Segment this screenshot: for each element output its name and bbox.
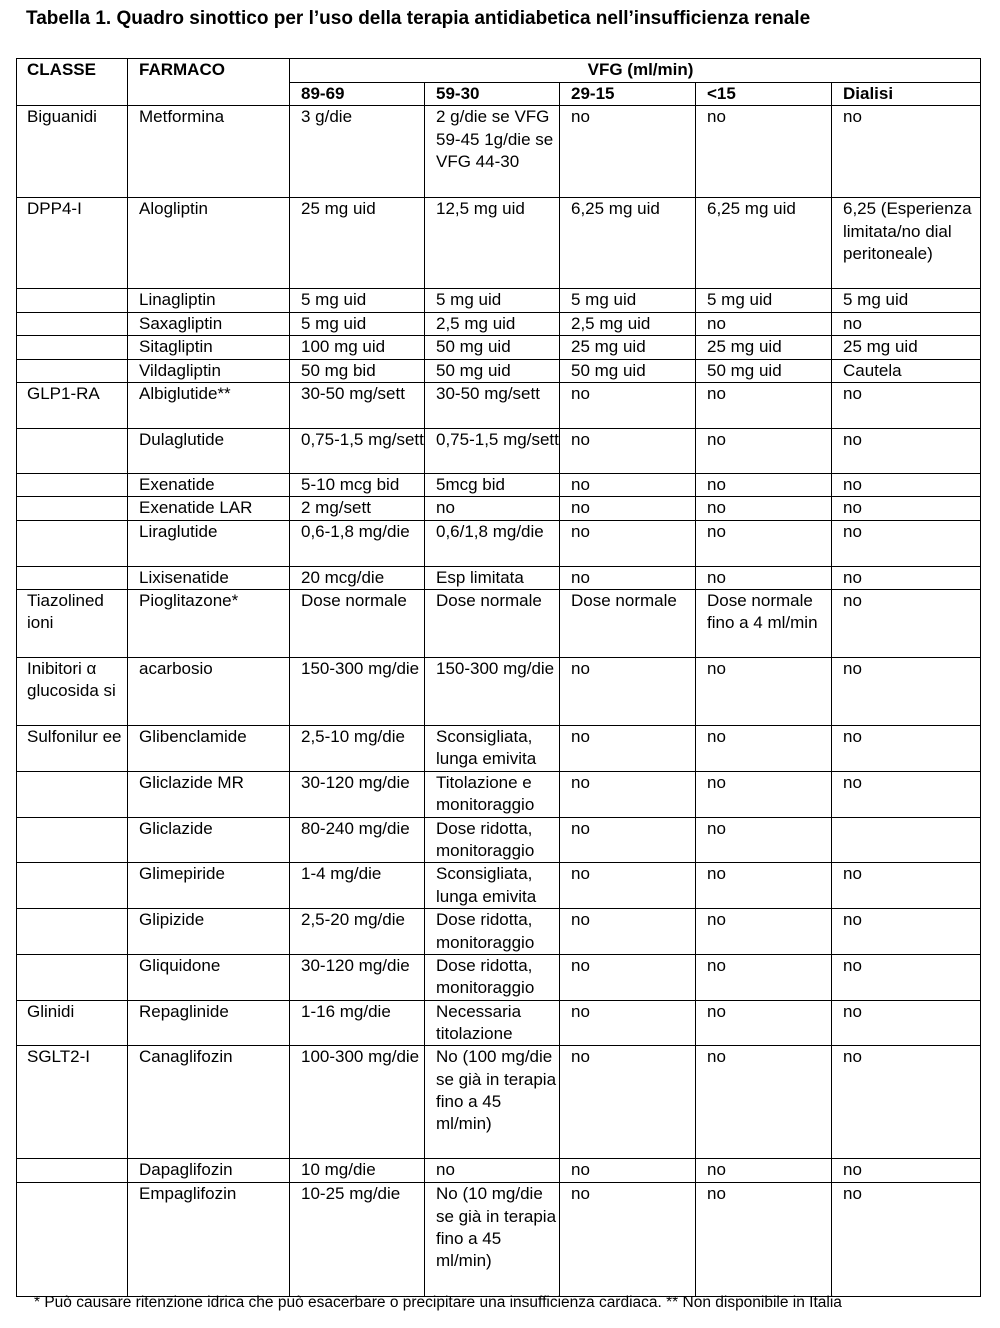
value-cell: no (832, 590, 981, 658)
classe-cell (17, 954, 128, 1000)
value-cell: 80-240 mg/die (290, 817, 425, 863)
value-cell: no (560, 1183, 696, 1297)
value-cell: no (696, 771, 832, 817)
classe-cell (17, 359, 128, 382)
value-cell: No (10 mg/die se già in terapia fino a 45 ml/min) (425, 1183, 560, 1297)
classe-cell (17, 909, 128, 955)
value-cell: no (560, 520, 696, 566)
value-cell: no (425, 497, 560, 520)
value-cell: Dose normale fino a 4 ml/min (696, 590, 832, 658)
farmaco-cell: Exenatide (128, 474, 290, 497)
value-cell: 20 mcg/die (290, 566, 425, 589)
farmaco-cell: Lixisenatide (128, 566, 290, 589)
table-row (17, 590, 981, 658)
farmaco-cell: Vildagliptin (128, 359, 290, 382)
value-cell: 5-10 mcg bid (290, 474, 425, 497)
value-cell: Sconsigliata, lunga emivita (425, 863, 560, 909)
value-cell: Dose normale (560, 590, 696, 658)
value-cell: 2,5-10 mg/die (290, 726, 425, 772)
value-cell: no (560, 817, 696, 863)
table-row (17, 863, 981, 909)
classe-cell (17, 312, 128, 335)
value-cell: 30-120 mg/die (290, 771, 425, 817)
classe-cell: Biguanidi (17, 106, 128, 198)
value-cell: no (560, 566, 696, 589)
farmaco-cell: Canaglifozin (128, 1046, 290, 1159)
value-cell: Dose ridotta, monitoraggio (425, 817, 560, 863)
classe-cell (17, 474, 128, 497)
value-cell: no (560, 863, 696, 909)
farmaco-cell: Glimepiride (128, 863, 290, 909)
classe-cell (17, 289, 128, 312)
value-cell: 10-25 mg/die (290, 1183, 425, 1297)
value-cell: no (560, 726, 696, 772)
table-row (17, 474, 981, 497)
farmaco-cell: Glipizide (128, 909, 290, 955)
value-cell: no (696, 1159, 832, 1183)
value-cell: no (832, 771, 981, 817)
classe-cell: Sulfonilur ee (17, 726, 128, 772)
value-cell: 5mcg bid (425, 474, 560, 497)
table-row (17, 429, 981, 474)
farmaco-cell: Gliclazide (128, 817, 290, 863)
value-cell: 50 mg bid (290, 359, 425, 382)
value-cell: 1-16 mg/die (290, 1000, 425, 1046)
farmaco-cell: Gliquidone (128, 954, 290, 1000)
classe-cell (17, 863, 128, 909)
table-row (17, 106, 981, 198)
header-farmaco: FARMACO (128, 59, 290, 106)
value-cell: no (832, 1000, 981, 1046)
farmaco-cell: Linagliptin (128, 289, 290, 312)
value-cell: 30-50 mg/sett (425, 383, 560, 429)
value-cell: 0,6/1,8 mg/die (425, 520, 560, 566)
table-row (17, 954, 981, 1000)
classe-cell (17, 771, 128, 817)
table-row (17, 520, 981, 566)
table-row (17, 1159, 981, 1183)
value-cell: no (696, 817, 832, 863)
classe-cell (17, 1159, 128, 1183)
value-cell: 100-300 mg/die (290, 1046, 425, 1159)
value-cell: 30-50 mg/sett (290, 383, 425, 429)
classe-cell: DPP4-I (17, 198, 128, 289)
farmaco-cell: Metformina (128, 106, 290, 198)
classe-cell (17, 429, 128, 474)
value-cell: 5 mg uid (696, 289, 832, 312)
header-classe: CLASSE (17, 59, 128, 106)
classe-cell (17, 497, 128, 520)
value-cell: no (832, 106, 981, 198)
farmaco-cell: Repaglinide (128, 1000, 290, 1046)
value-cell: no (425, 1159, 560, 1183)
value-cell: 0,75-1,5 mg/sett (290, 429, 425, 474)
farmaco-cell: Dapaglifozin (128, 1159, 290, 1183)
header-range: <15 (696, 83, 832, 106)
classe-cell: Glinidi (17, 1000, 128, 1046)
value-cell: Dose ridotta, monitoraggio (425, 954, 560, 1000)
farmaco-cell: Albiglutide** (128, 383, 290, 429)
value-cell: 25 mg uid (290, 198, 425, 289)
value-cell: 6,25 mg uid (696, 198, 832, 289)
classe-cell (17, 520, 128, 566)
classe-cell (17, 817, 128, 863)
therapy-table (16, 58, 981, 1297)
farmaco-cell: Dulaglutide (128, 429, 290, 474)
value-cell: no (696, 497, 832, 520)
value-cell: 5 mg uid (290, 312, 425, 335)
value-cell: no (560, 909, 696, 955)
classe-cell: Tiazolined ioni (17, 590, 128, 658)
table-row (17, 383, 981, 429)
value-cell: no (696, 383, 832, 429)
value-cell: 25 mg uid (696, 335, 832, 359)
value-cell: 2 g/die se VFG 59-45 1g/die se VFG 44-30 (425, 106, 560, 198)
farmaco-cell: Liraglutide (128, 520, 290, 566)
header-row (17, 59, 981, 83)
table-title: Tabella 1. Quadro sinottico per l’uso della terapia antidiabetica nell’insufficienza renale (26, 8, 811, 29)
value-cell: Dose normale (290, 590, 425, 658)
value-cell: 10 mg/die (290, 1159, 425, 1183)
table-row (17, 1000, 981, 1046)
farmaco-cell: acarbosio (128, 658, 290, 726)
value-cell: 2,5 mg uid (560, 312, 696, 335)
value-cell: 5 mg uid (290, 289, 425, 312)
value-cell: no (696, 726, 832, 772)
table-row (17, 497, 981, 520)
value-cell: 50 mg uid (425, 359, 560, 382)
header-vfg: VFG (ml/min) (290, 59, 981, 83)
farmaco-cell: Saxagliptin (128, 312, 290, 335)
value-cell: no (696, 429, 832, 474)
value-cell: 5 mg uid (560, 289, 696, 312)
value-cell: Sconsigliata, lunga emivita (425, 726, 560, 772)
value-cell: 2,5 mg uid (425, 312, 560, 335)
value-cell: no (696, 909, 832, 955)
value-cell: 0,75-1,5 mg/sett (425, 429, 560, 474)
value-cell: Necessaria titolazione (425, 1000, 560, 1046)
value-cell: no (696, 863, 832, 909)
farmaco-cell: Alogliptin (128, 198, 290, 289)
table-row (17, 312, 981, 335)
table-row (17, 335, 981, 359)
value-cell: 3 g/die (290, 106, 425, 198)
table-row (17, 909, 981, 955)
value-cell: no (832, 954, 981, 1000)
value-cell: 6,25 (Esperienza limitata/no dial peritoneale) (832, 198, 981, 289)
value-cell: no (560, 658, 696, 726)
value-cell: 100 mg uid (290, 335, 425, 359)
table-row (17, 726, 981, 772)
table-row (17, 817, 981, 863)
value-cell: no (696, 954, 832, 1000)
value-cell: 150-300 mg/die (290, 658, 425, 726)
table-row (17, 198, 981, 289)
value-cell: no (832, 1046, 981, 1159)
header-range: 59-30 (425, 83, 560, 106)
value-cell: no (696, 520, 832, 566)
table-row (17, 359, 981, 382)
value-cell: 30-120 mg/die (290, 954, 425, 1000)
classe-cell: Inibitori α glucosida si (17, 658, 128, 726)
farmaco-cell: Exenatide LAR (128, 497, 290, 520)
value-cell: no (560, 1046, 696, 1159)
value-cell (832, 817, 981, 863)
value-cell: 50 mg uid (696, 359, 832, 382)
value-cell: no (832, 658, 981, 726)
value-cell: no (560, 1000, 696, 1046)
classe-cell (17, 335, 128, 359)
value-cell: no (832, 863, 981, 909)
value-cell: no (560, 771, 696, 817)
value-cell: no (832, 312, 981, 335)
value-cell: Cautela (832, 359, 981, 382)
value-cell: 12,5 mg uid (425, 198, 560, 289)
header-range: 29-15 (560, 83, 696, 106)
value-cell: Dose ridotta, monitoraggio (425, 909, 560, 955)
table-row (17, 1183, 981, 1297)
classe-cell (17, 1183, 128, 1297)
value-cell: no (560, 429, 696, 474)
value-cell: no (696, 474, 832, 497)
value-cell: no (832, 909, 981, 955)
farmaco-cell: Empaglifozin (128, 1183, 290, 1297)
table-row (17, 566, 981, 589)
value-cell: Dose normale (425, 590, 560, 658)
value-cell: no (696, 312, 832, 335)
footnote: * Può causare ritenzione idrica che può esacerbare o precipitare una insufficienza cardiaca. ** Non disponibile in Italia (34, 1294, 842, 1311)
value-cell: no (832, 383, 981, 429)
value-cell: 0,6-1,8 mg/die (290, 520, 425, 566)
value-cell: no (832, 429, 981, 474)
value-cell: no (696, 566, 832, 589)
value-cell: 2 mg/sett (290, 497, 425, 520)
value-cell: no (696, 1183, 832, 1297)
value-cell: no (832, 726, 981, 772)
value-cell: no (696, 1000, 832, 1046)
value-cell: 50 mg uid (560, 359, 696, 382)
classe-cell: GLP1-RA (17, 383, 128, 429)
header-range: Dialisi (832, 83, 981, 106)
table-row (17, 771, 981, 817)
table-row (17, 658, 981, 726)
table-row (17, 289, 981, 312)
value-cell: no (832, 566, 981, 589)
farmaco-cell: Pioglitazone* (128, 590, 290, 658)
value-cell: no (696, 1046, 832, 1159)
value-cell: no (832, 1183, 981, 1297)
classe-cell (17, 566, 128, 589)
farmaco-cell: Sitagliptin (128, 335, 290, 359)
value-cell: 1-4 mg/die (290, 863, 425, 909)
value-cell: no (560, 106, 696, 198)
value-cell: no (560, 383, 696, 429)
value-cell: Titolazione e monitoraggio (425, 771, 560, 817)
value-cell: no (560, 954, 696, 1000)
table-row (17, 1046, 981, 1159)
value-cell: 5 mg uid (832, 289, 981, 312)
farmaco-cell: Glibenclamide (128, 726, 290, 772)
value-cell: no (696, 106, 832, 198)
value-cell: 50 mg uid (425, 335, 560, 359)
value-cell: no (560, 474, 696, 497)
value-cell: no (560, 497, 696, 520)
header-range: 89-69 (290, 83, 425, 106)
value-cell: 25 mg uid (832, 335, 981, 359)
classe-cell: SGLT2-I (17, 1046, 128, 1159)
farmaco-cell: Gliclazide MR (128, 771, 290, 817)
value-cell: no (832, 1159, 981, 1183)
value-cell: no (560, 1159, 696, 1183)
value-cell: No (100 mg/die se già in terapia fino a 45 ml/min) (425, 1046, 560, 1159)
value-cell: 5 mg uid (425, 289, 560, 312)
value-cell: 6,25 mg uid (560, 198, 696, 289)
value-cell: no (832, 497, 981, 520)
value-cell: 25 mg uid (560, 335, 696, 359)
value-cell: Esp limitata (425, 566, 560, 589)
value-cell: no (696, 658, 832, 726)
value-cell: no (832, 474, 981, 497)
value-cell: 150-300 mg/die (425, 658, 560, 726)
value-cell: no (832, 520, 981, 566)
value-cell: 2,5-20 mg/die (290, 909, 425, 955)
